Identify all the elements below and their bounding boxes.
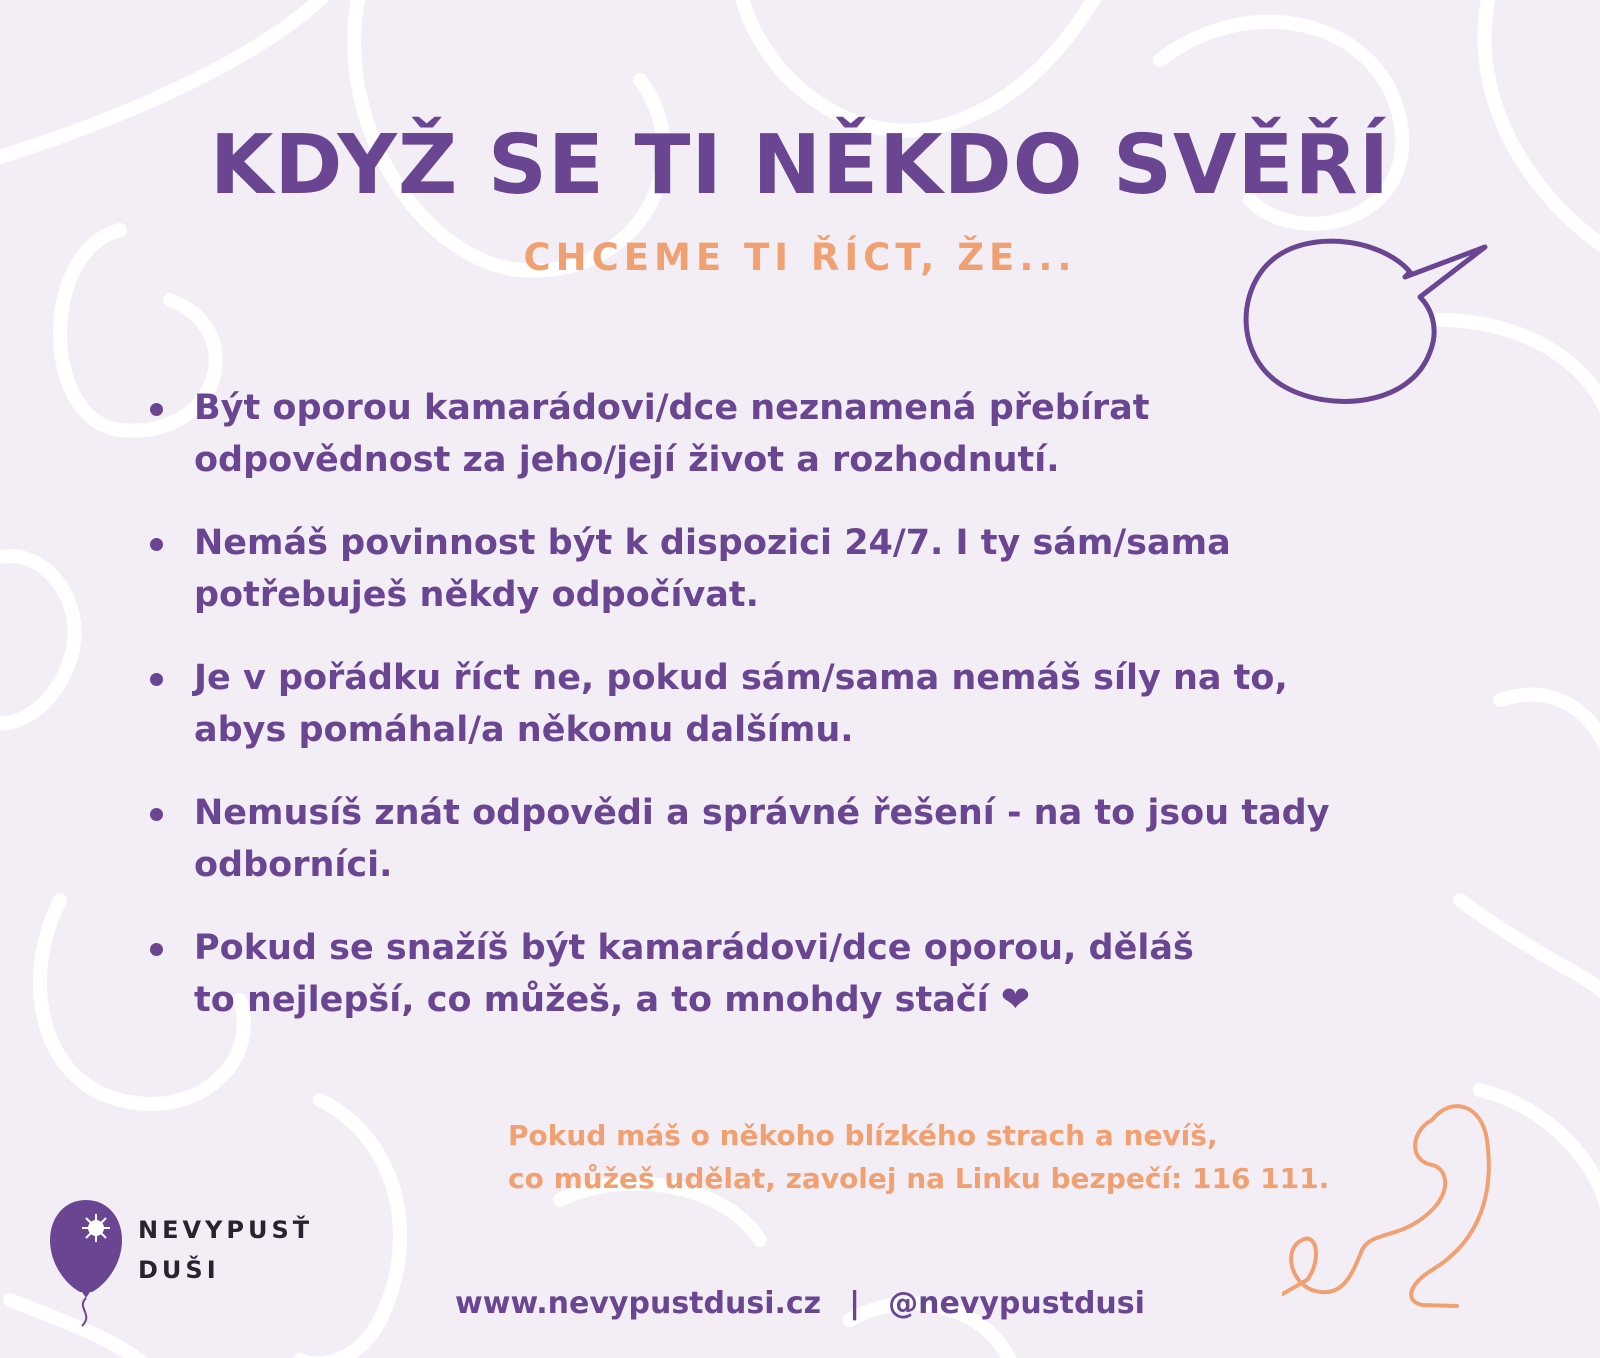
list-item-line: to nejlepší, co můžeš, a to mnohdy stačí ❤: [194, 980, 1031, 1020]
list-item: [150, 922, 1450, 1026]
footer-separator: |: [849, 1286, 861, 1321]
footer: [0, 1286, 1600, 1321]
bullet-icon: [150, 403, 163, 416]
website-link[interactable]: www.nevypustdusi.cz: [455, 1286, 822, 1321]
social-handle[interactable]: @nevypustdusi: [888, 1286, 1145, 1321]
bullet-icon: [150, 673, 163, 686]
advice-list: [150, 382, 1450, 1057]
list-item-line: Pokud se snažíš být kamarádovi/dce oporou, děláš: [194, 928, 1194, 968]
list-item: [150, 787, 1450, 891]
page-subtitle: CHCEME TI ŘÍCT, ŽE...: [523, 236, 1077, 279]
list-item-line: odpovědnost za jeho/její život a rozhodnutí.: [194, 440, 1060, 480]
list-item-line: Je v pořádku říct ne, pokud sám/sama nemáš síly na to,: [194, 658, 1288, 698]
list-item-line: Nemáš povinnost být k dispozici 24/7. I ty sám/sama: [194, 523, 1231, 563]
list-item-line: abys pomáhal/a někomu dalšímu.: [194, 710, 854, 750]
list-item: [150, 652, 1450, 756]
bullet-icon: [150, 808, 163, 821]
helpline-text: [508, 1114, 1408, 1200]
bullet-icon: [150, 538, 163, 551]
logo-line: DUŠI: [138, 1256, 220, 1284]
list-item-line: Být oporou kamarádovi/dce neznamená přebírat: [194, 388, 1150, 428]
list-item-line: potřebuješ někdy odpočívat.: [194, 575, 759, 615]
helpline-line: Pokud máš o někoho blízkého strach a nevíš,: [508, 1119, 1218, 1152]
list-item: [150, 382, 1450, 486]
page-title: KDYŽ SE TI NĚKDO SVĚŘÍ: [209, 118, 1391, 213]
logo-line: NEVYPUSŤ: [138, 1216, 314, 1244]
list-item-line: odborníci.: [194, 845, 393, 885]
list-item-line: Nemusíš znát odpovědi a správné řešení - na to jsou tady: [194, 793, 1330, 833]
list-item: [150, 517, 1450, 621]
helpline-line: co můžeš udělat, zavolej na Linku bezpečí: 116 111.: [508, 1162, 1330, 1195]
logo-text: [138, 1210, 313, 1290]
bullet-icon: [150, 943, 163, 956]
